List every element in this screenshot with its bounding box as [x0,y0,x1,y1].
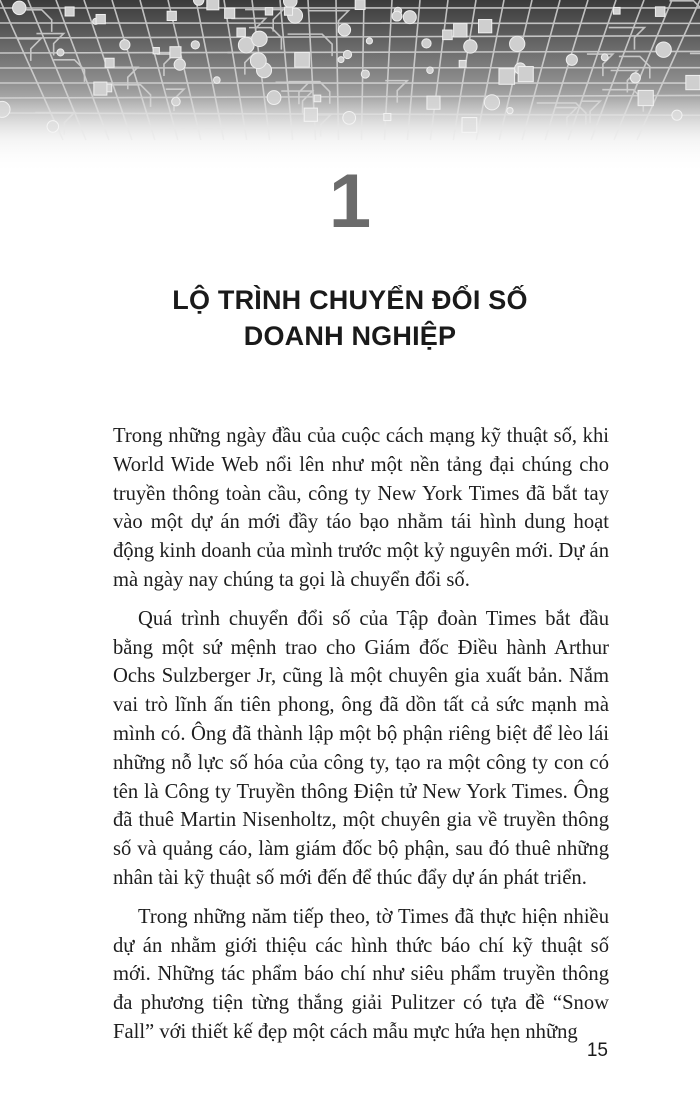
paragraph-3: Trong những năm tiếp theo, tờ Times đã thực hiện nhiều dự án nhằm giới thiệu các hình thức báo chí kỹ thuật số mới. Những tác phẩm báo chí như siêu phẩm truyền thông đa phương tiện từng thắng giải Pulitzer có tựa đề “Snow Fall” với thiết kế đẹp một cách mẫu mực hứa hẹn những [113,905,609,1043]
circuit-board-header-illustration [0,0,700,175]
chapter-number: 1 [328,159,372,244]
page-number: 15 [586,1040,608,1061]
chapter-title-line-1: LỘ TRÌNH CHUYỂN ĐỔI SỐ [172,285,528,315]
chapter-title [60,282,640,354]
paragraph-2: Quá trình chuyển đổi số của Tập đoàn Times bắt đầu bằng một sứ mệnh trao cho Giám đốc Điều hành Arthur Ochs Sulzberger Jr, cũng là một chuyên gia xuất bản. Nắm vai trò lĩnh ấn tiên phong, ông đã dồn tất cả sức mạnh mà mình có. Ông đã thành lập một bộ phận riêng biệt để lèo lái những nỗ lực số hóa của công ty, tạo ra một công ty con có tên là Công ty Truyền thông Điện tử New York Times. Ông đã thuê Martin Nisenholtz, một chuyên gia về truyền thông số và quảng cáo, làm giám đốc bộ phận, sau đó thuê những nhân tài kỹ thuật số mới đến để thúc đẩy dự án phát triển. [113,607,609,889]
paragraph-1: Trong những ngày đầu của cuộc cách mạng kỹ thuật số, khi World Wide Web nổi lên như một nền tảng đại chúng cho truyền thông toàn cầu, công ty New York Times đã bắt tay vào một dự án mới đầy táo bạo nhằm tái hình dung hoạt động kinh doanh của mình trước một kỷ nguyên mới. Dự án mà ngày nay chúng ta gọi là chuyển đổi số. [113,425,609,591]
circuit-board-graphic [0,0,700,175]
chapter-title-line-2: DOANH NGHIỆP [243,321,457,351]
body-text [113,422,609,1057]
